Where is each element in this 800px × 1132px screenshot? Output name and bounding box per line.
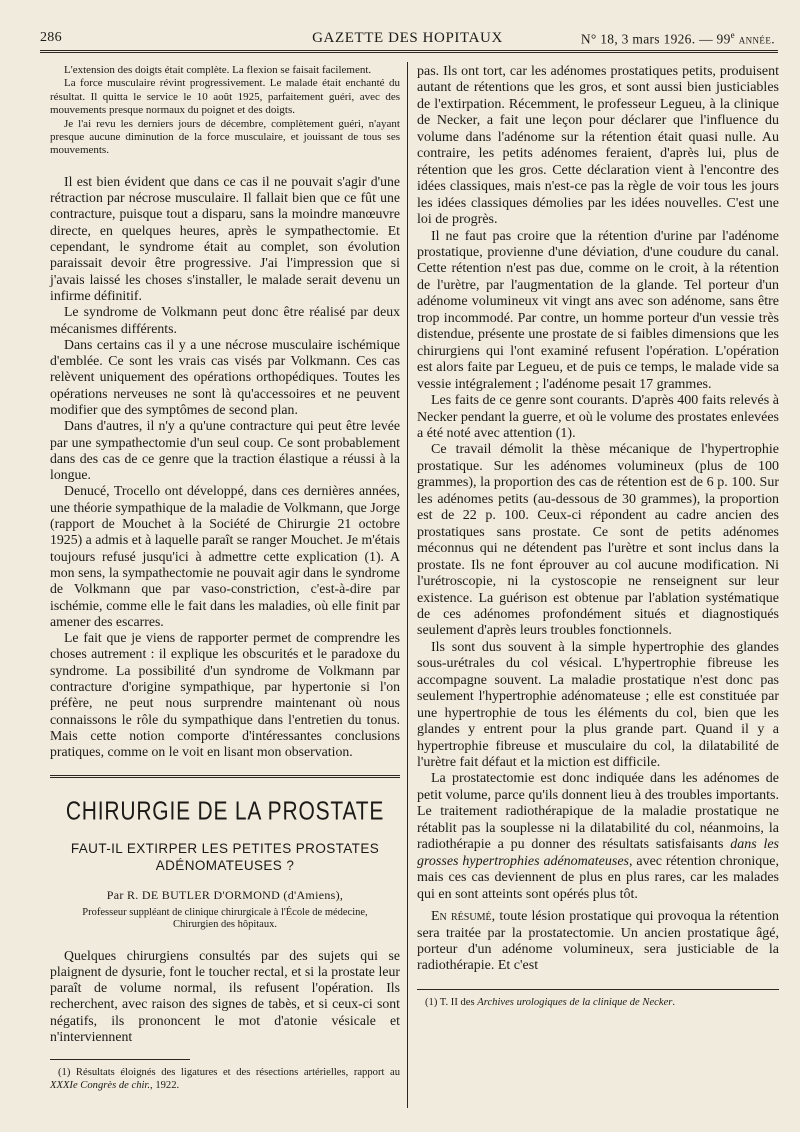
page-header	[40, 26, 775, 48]
discussion-paragraph: Denucé, Trocello ont développé, dans ces dernières années, une théorie sympathique de la maladie de Volkmann, que Jorge (rapport de Mouchet à la Société de Chirurgie 21 octobre 1925) a admis et à laquelle paraît se ranger Mouchet. Je m'étais toujours refusé jusqu'ici à admettre cette explication (1). A mon sens, la sympathectomie ne pouvait agir dans le syndrome de Volkmann que par vaso-constriction, c'est-à-dire par ischémie, comme elle le fait dans les maladies, où elle finit par amener des escarres.	[50, 483, 400, 629]
article-subtitle: FAUT-IL EXTIRPER LES PETITES PROSTATES ADÉNOMATEUSES ?	[70, 840, 380, 873]
discussion-paragraph: Le fait que je viens de rapporter permet de comprendre les choses autrement : il explique les obscurités et le paradoxe du syndrome. La possibilité d'un syndrome de Volkmann par contracture d'origine sympathique, par hypertonie si l'on préfère, ne peut nous surprendre maintenant où nous connaissons le rôle du sympathique dans l'entretien du tonus. Mais cette notion comporte d'intéressantes conclusions pratiques, comme on le voit en lisant mon observation.	[50, 630, 400, 760]
article-title: CHIRURGIE DE LA PROSTATE	[65, 796, 385, 826]
page-number: 286	[40, 30, 62, 45]
discussion-paragraph: Dans certains cas il y a une nécrose musculaire ischémique d'emblée. Ce sont les vrais cas visés par Volkmann. Ces cas relèvent uniquement des opérations orthopédiques. Toutes les opérations nerveuses ne sont là qu'accessoires et ne peuvent modifier que des symptômes de second plan.	[50, 336, 400, 417]
section-separator	[50, 775, 400, 778]
left-column	[50, 64, 400, 1092]
header-rule	[40, 50, 778, 53]
footnote-rule	[417, 989, 779, 990]
body-paragraph: Ce travail démolit la thèse mécanique de l'hypertrophie prostatique. Sur les adénomes volumineux (plus de 100 grammes), la proportion des cas de rétention est de 6 p. 100. Sur les adénomes petits (au-dessous de 30 grammes), la proportion est de 22 p. 100. Ceux-ci répondent au cadre ancien des prostatiques sans prostate. Ce sont de petits adénomes méconnus qui ne détendent pas l'urètre et sont inclus dans la prostate. Ils ne font éprouver au col aucune modification. Ni l'urétroscopie, ni la cystoscopie ne renseignent sur leur existence. La guérison est obtenue par l'ablation systématique de ces adénomes profondément situés et diagnostiqués seulement d'après leurs troubles fonctionnels.	[417, 442, 779, 639]
journal-title: GAZETTE DES HOPITAUX	[312, 30, 503, 46]
column-divider	[407, 62, 408, 1108]
case-paragraph: Je l'ai revu les derniers jours de décembre, complètement guéri, n'ayant presque aucune diminution de la force musculaire, et jouissant de tous ses mouvements.	[50, 117, 400, 157]
case-paragraph: L'extension des doigts était complète. La flexion se faisait facilement.	[64, 64, 372, 76]
body-paragraph: pas. Ils ont tort, car les adénomes prostatiques petits, produisent autant de rétentions que les gros, et sont aussi bien justiciables de l'extirpation. Récemment, le professeur Legueu, à la clinique de Necker, a fait une leçon pour déclarer que l'influence du volume dans l'adénome sur la rétention était quasi nulle. Au contraire, les petits adénomes feraient, d'après lui, plus de rétention que les gros. Cette déclaration vient à l'encontre des idées classiques, mais n'est-ce pas la règle de voir tous les jours les idées classiques démolies par les idées nouvelles. C'est une loi de progrès.	[417, 64, 779, 228]
issue-date: N° 18, 3 mars 1926. — 99e année.	[580, 30, 775, 47]
article-intro: Quelques chirurgiens consultés par des sujets qui se plaignent de dysurie, font le toucher rectal, et si la prostate leur paraît de volume normal, ils refusent l'opération. Ils recherchent, avec raison des signes de tabès, et si ceux-ci sont négatifs, ils prononcent le mot d'atonie vésicale et n'interviennent	[50, 947, 400, 1045]
footnote: (1) Résultats éloignés des ligatures et des résections artérielles, rapport au XXXIe Congrès de chir., 1922.	[50, 1067, 400, 1092]
body-paragraph: La prostatectomie est donc indiquée dans les adénomes de petit volume, parce qu'ils donnent lieu à des troubles importants. Le traitement radiothérapique de la maladie prostatique ne rétablit pas la souplesse ni la dilatabilité du col, néanmoins, la radiothérapie a pu donner des résultats satisfaisants dans les grosses hypertrophies adénomateuses, avec rétention chronique, mais ces cas deviennent de plus en plus rares, car les malades qui en sont atteints sont opérés plus tôt.	[417, 771, 779, 902]
article-author: Par R. DE BUTLER D'ORMOND (d'Amiens),	[106, 887, 344, 902]
footnote: (1) T. II des Archives urologiques de la clinique de Necker.	[425, 996, 676, 1008]
body-paragraph: Il ne faut pas croire que la rétention d'urine par l'adénome prostatique, provienne d'une déviation, d'une coudure du canal. Cette rétention n'est pas due, comme on le croit, à la rétention de l'urètre, par l'augmentation de la glande. Tel porteur d'un adénome volumineux vit vingt ans avec son adénome, sans être trop incommodé. Par contre, un homme porteur d'un vessie très distendue, présente une prostate de si faibles dimensions que les chirurgiens qui l'ont examiné refusent l'opération. L'opération est alors faite par Legueu, et de puis ce temps, le malade vide sa vessie intégralement ; l'adénome pesait 17 grammes.	[417, 228, 779, 392]
body-paragraph: Ils sont dus souvent à la simple hypertrophie des glandes sous-urétrales du col vésical. L'hypertrophie fibreuse les accompagne souvent. La maladie prostatique n'est donc pas seulement l'hypertrophie adénomateuse ; elle est constituée par une hypertrophie de tous les éléments du col, bien que les glandes y entrent pour la plus grande part. Quand il y a hypertrophie fibreuse et musculaire du col, la dilatabilité de l'urètre fait défaut et la miction est difficile.	[417, 639, 779, 771]
author-affiliation: Professeur suppléant de clinique chirurgicale à l'École de médecine, Chirurgien des hôpitaux.	[82, 906, 368, 931]
footnote-rule	[50, 1059, 190, 1060]
discussion-paragraph: Dans d'autres, il n'y a qu'une contracture qui peut être levée par une sympathectomie d'un seul coup. Ce sont probablement dans des cas de ce genre que la traction élastique a réussi à la longue.	[50, 418, 400, 483]
discussion-paragraph: Il est bien évident que dans ce cas il ne pouvait s'agir d'une rétraction par nécrose musculaire. Il fallait bien que ce fût une contracture, puisque tout a disparu, sans la moindre manœuvre directe, en quelques heures, après le sympathectomie. Et cependant, le syndrome était au complet, son évolution paraissait devoir être progressive. J'ai l'impression que si j'avais laissé les choses s'installer, le malade serait devenu un infirme définitif.	[50, 173, 400, 303]
summary-paragraph: En résumé, toute lésion prostatique qui provoqua la rétention sera traitée par la prostatectomie. Un ancien prostatique âgé, porteur d'un adénome volumineux, sera justiciable de la radiothérapie. Et c'est	[417, 909, 779, 974]
right-column	[417, 64, 779, 1009]
discussion-paragraph: Le syndrome de Volkmann peut donc être réalisé par deux mécanismes différents.	[50, 304, 400, 336]
body-paragraph: Les faits de ce genre sont courants. D'après 400 faits relevés à Necker pendant la guerre, et où le volume des prostates enlevées a été noté avec attention (1).	[417, 393, 779, 441]
case-paragraph: La force musculaire révint progressivement. Le malade était enchanté du résultat. Il quitta le service le 10 août 1925, parfaitement guéri, avec des mouvements presque normaux du poignet et des doigts.	[50, 77, 400, 117]
